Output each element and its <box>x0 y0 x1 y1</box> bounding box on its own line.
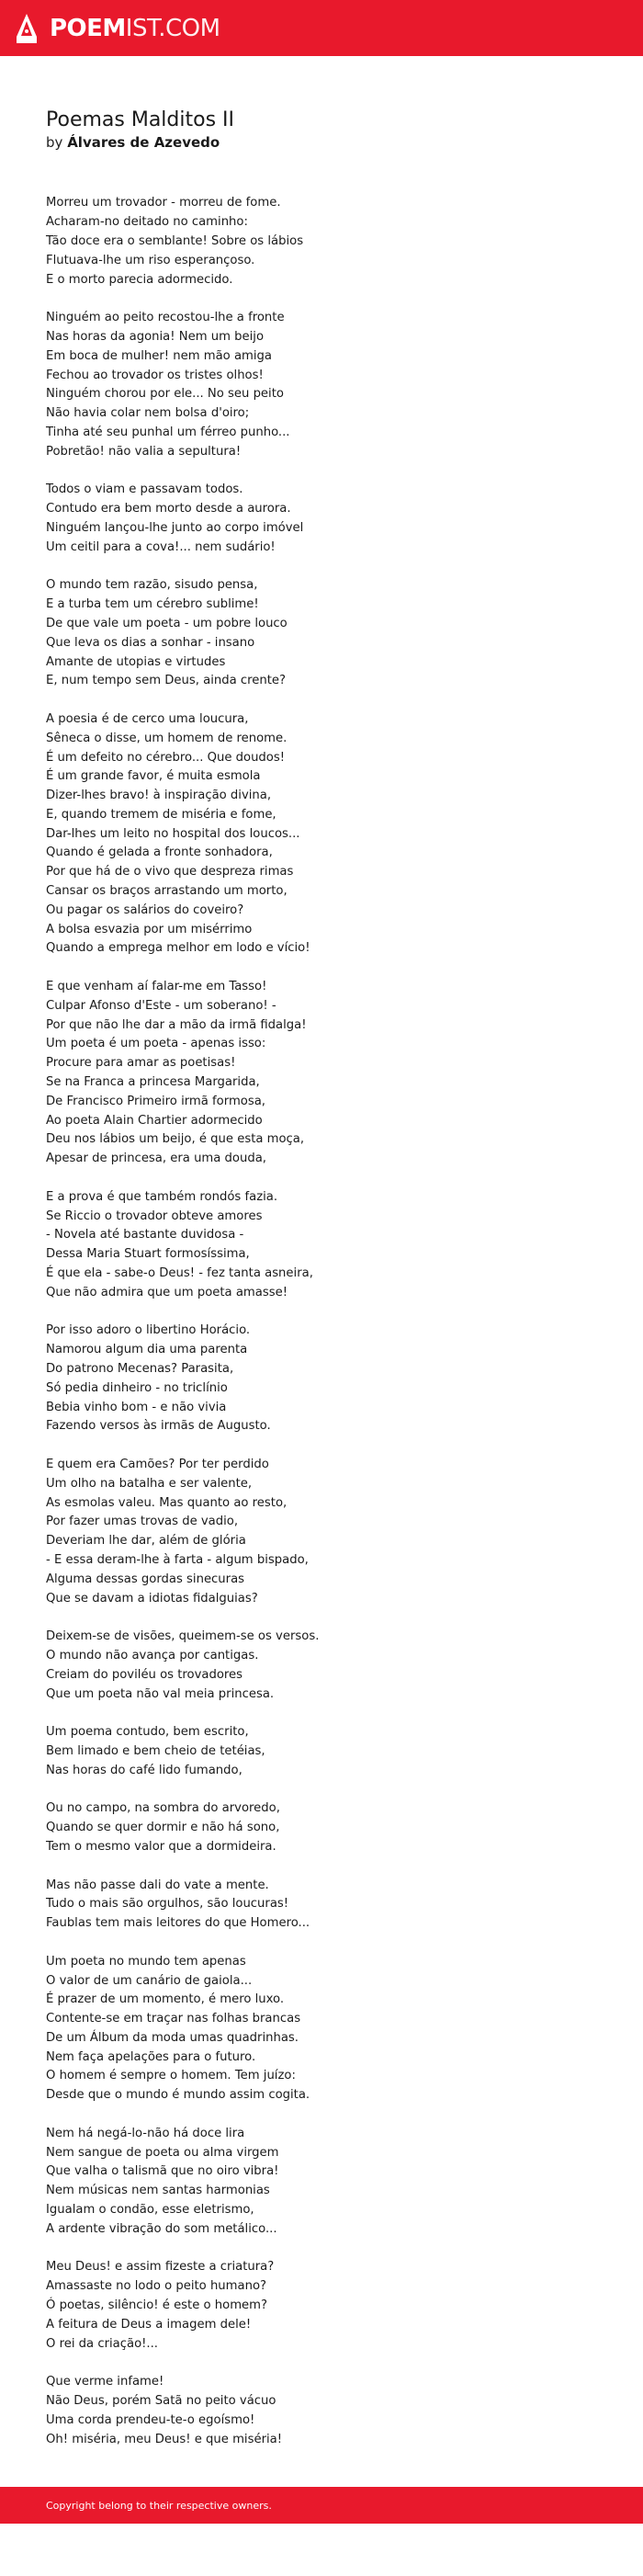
poem-line: Ao poeta Alain Chartier adormecido <box>46 1113 263 1128</box>
stanza <box>46 2373 597 2449</box>
poem-line: Namorou algum dia uma parenta <box>46 1343 248 1357</box>
poem-line: A poesia é de cerco uma loucura, <box>46 711 249 726</box>
poem-line: Um poema contudo, bem escrito, <box>46 1725 249 1740</box>
stanza <box>46 1953 597 2105</box>
stanza <box>46 2125 597 2240</box>
poem-line: Meu Deus! e assim fizeste a criatura? <box>46 2260 275 2275</box>
poem-line: E, quando tremem de miséria e fome, <box>46 807 276 822</box>
poem-line: O mundo tem razão, sisudo pensa, <box>46 578 258 593</box>
poem-line: Não havia colar nem bolsa d'oiro; <box>46 406 250 421</box>
pen-nib-icon[interactable] <box>15 13 39 44</box>
poem-line: Que um poeta não val meia princesa. <box>46 1686 275 1701</box>
author-link[interactable]: Álvares de Azevedo <box>67 134 220 152</box>
logo-light-text: IST.COM <box>125 14 220 42</box>
poem-line: Não Deus, porém Satã no peito vácuo <box>46 2394 276 2409</box>
poem-line: De um Álbum da moda umas quadrinhas. <box>46 2030 299 2045</box>
stanza <box>46 1188 597 1303</box>
poem-line: Fechou ao trovador os tristes olhos! <box>46 368 264 382</box>
poem-line: Um olho na batalha e ser valente, <box>46 1476 253 1491</box>
poem-line: Amassaste no lodo o peito humano? <box>46 2279 267 2294</box>
poem-line: É um grande favor, é muita esmola <box>46 769 261 784</box>
stanza <box>46 1723 597 1780</box>
poem-line: Procure para amar as poetisas! <box>46 1056 236 1071</box>
poem-line: Pobretão! não valia a sepultura! <box>46 444 242 459</box>
poem-line: Tudo o mais são orgulhos, são loucuras! <box>46 1897 289 1912</box>
poem-line: É prazer de um momento, é mero luxo. <box>46 1992 285 2007</box>
poem-line: A ardente vibração do som metálico... <box>46 2221 277 2236</box>
poem-line: - E essa deram-lhe à farta - algum bispado, <box>46 1552 309 1567</box>
poem-line: E quem era Camões? Por ter perdido <box>46 1457 269 1471</box>
poem-line: Culpar Afonso d'Este - um soberano! - <box>46 998 276 1013</box>
stanza <box>46 1322 597 1436</box>
poem-line: Apesar de princesa, era uma douda, <box>46 1152 266 1166</box>
poem-line: Deveriam lhe dar, além de glória <box>46 1534 246 1549</box>
stanza <box>46 1456 597 1608</box>
stanza <box>46 1799 597 1856</box>
poem-line: O mundo não avança por cantigas. <box>46 1648 259 1662</box>
poem-line: O rei da criação!... <box>46 2336 158 2351</box>
poem-content <box>0 56 643 2524</box>
poem-line: E o morto parecia adormecido. <box>46 272 233 287</box>
poem-line: Que não admira que um poeta amasse! <box>46 1285 288 1299</box>
poem-line: Acharam-no deitado no caminho: <box>46 215 248 230</box>
poem-line: Ou pagar os salários do coveiro? <box>46 902 244 917</box>
poem-line: Ou no campo, na sombra do arvoredo, <box>46 1801 280 1816</box>
poem-line: E a turba tem um cérebro sublime! <box>46 597 259 612</box>
poem-line: O homem é sempre o homem. Tem juízo: <box>46 2069 296 2083</box>
poem-line: Por que não lhe dar a mão da irmã fidalga! <box>46 1017 307 1032</box>
poem-line: Flutuava-lhe um riso esperançoso. <box>46 253 255 267</box>
poem-line: Tem o mesmo valor que a dormideira. <box>46 1839 276 1854</box>
poem-line: Que verme infame! <box>46 2375 164 2389</box>
poem-line: Dizer-lhes bravo! à inspiração divina, <box>46 789 272 803</box>
poem-line: Por que há de o vivo que despreza rimas <box>46 865 294 879</box>
poem-line: Contudo era bem morto desde a aurora. <box>46 502 291 516</box>
poem-line: Ninguém ao peito recostou-lhe a fronte <box>46 311 285 325</box>
poem-line: Só pedia dinheiro - no triclínio <box>46 1380 228 1395</box>
poem-line: Mas não passe dali do vate a mente. <box>46 1878 269 1892</box>
poem-line: Um ceitil para a cova!... nem sudário! <box>46 539 276 554</box>
poem-line: Nem músicas nem santas harmonias <box>46 2184 270 2198</box>
poem-line: A feitura de Deus a imagem dele! <box>46 2317 252 2332</box>
poem-line: Se na Franca a princesa Margarida, <box>46 1075 260 1090</box>
poem-line: Deixem-se de visões, queimem-se os versos. <box>46 1629 320 1644</box>
stanza <box>46 576 597 691</box>
poem-line: Alguma dessas gordas sinecuras <box>46 1572 245 1586</box>
site-header <box>0 0 643 56</box>
stanza <box>46 309 597 461</box>
poem-line: Nem faça apelações para o futuro. <box>46 2049 256 2064</box>
poem-line: Que valha o talismã que no oiro vibra! <box>46 2164 279 2179</box>
poem-line: Desde que o mundo é mundo assim cogita. <box>46 2088 310 2103</box>
poem-line: Nem sangue de poeta ou alma virgem <box>46 2145 279 2160</box>
poem-line: Um poeta no mundo tem apenas <box>46 1954 246 1969</box>
poem-line: A bolsa esvazia por um misérrimo <box>46 922 253 936</box>
copyright-text: Copyright belong to their respective owners. <box>46 2499 272 2512</box>
poem-line: Deu nos lábios um beijo, é que esta moça, <box>46 1132 305 1147</box>
stanza <box>46 978 597 1169</box>
poem-line: Por isso adoro o libertino Horácio. <box>46 1323 251 1338</box>
stanza <box>46 481 597 557</box>
poem-line: Dar-lhes um leito no hospital dos loucos... <box>46 826 300 841</box>
poem-line: Cansar os braços arrastando um morto, <box>46 884 288 899</box>
poem-line: Tinha até seu punhal um férreo punho... <box>46 425 290 439</box>
poem-line: Amante de utopias e virtudes <box>46 654 226 669</box>
byline <box>46 133 597 153</box>
stanza <box>46 194 597 289</box>
stanza <box>46 1877 597 1934</box>
poem-line: Contente-se em traçar nas folhas brancas <box>46 2012 301 2026</box>
by-label: by <box>46 134 63 152</box>
stanza <box>46 710 597 959</box>
logo-bold-text: POEM <box>50 14 126 42</box>
poem-line: Igualam o condão, esse eletrismo, <box>46 2203 254 2218</box>
stanza <box>46 1628 597 1704</box>
poem-line: O valor de um canário de gaiola... <box>46 1973 253 1988</box>
poem-line: Quando se quer dormir e não há sono, <box>46 1821 280 1835</box>
poem-line: Uma corda prendeu-te-o egoísmo! <box>46 2412 255 2427</box>
poem-line: Nas horas do café lido fumando, <box>46 1763 243 1777</box>
poem-line: As esmolas valeu. Mas quanto ao resto, <box>46 1495 288 1510</box>
poem-line: Faublas tem mais leitores do que Homero... <box>46 1916 310 1931</box>
poem-title: Poemas Malditos II <box>46 108 235 131</box>
poem-line: Bem limado e bem cheio de tetéias, <box>46 1743 265 1758</box>
poem-line: Morreu um trovador - morreu de fome. <box>46 196 281 210</box>
poem-line: Quando é gelada a fronte sonhadora, <box>46 845 273 860</box>
poem-line: Bebia vinho bom - e não vivia <box>46 1400 227 1414</box>
poem-line: Todos o viam e passavam todos. <box>46 482 243 497</box>
poem-line: Nem há negá-lo-não há doce lira <box>46 2126 245 2140</box>
stanza <box>46 2258 597 2354</box>
poem-line: Nas horas da agonia! Nem um beijo <box>46 329 265 344</box>
poem-line: Tão doce era o semblante! Sobre os lábios <box>46 233 304 248</box>
poem-line: E a prova é que também rondós fazia. <box>46 1189 278 1204</box>
poem-line: Creiam do poviléu os trovadores <box>46 1667 243 1682</box>
poem-line: Em boca de mulher! nem mão amiga <box>46 348 272 363</box>
poem-line: Ninguém chorou por ele... No seu peito <box>46 387 284 402</box>
site-footer <box>0 2487 643 2524</box>
poem-line: Um poeta é um poeta - apenas isso: <box>46 1037 266 1051</box>
poem-line: É que ela - sabe-o Deus! - fez tanta asneira, <box>46 1266 313 1281</box>
poem-line: E, num tempo sem Deus, ainda crente? <box>46 674 287 688</box>
poem-line: Dessa Maria Stuart formosíssima, <box>46 1247 250 1262</box>
poem-line: De Francisco Primeiro irmã formosa, <box>46 1094 265 1108</box>
poem-line: Que leva os dias a sonhar - insano <box>46 635 255 650</box>
site-logo-link[interactable] <box>50 14 220 42</box>
poem-line: E que venham aí falar-me em Tasso! <box>46 980 267 994</box>
poem-line: Por fazer umas trovas de vadio, <box>46 1515 239 1529</box>
poem-line: Se Riccio o trovador obteve amores <box>46 1209 263 1223</box>
poem-line: De que vale um poeta - um pobre louco <box>46 616 288 630</box>
poem-line: É um defeito no cérebro... Que doudos! <box>46 750 286 765</box>
poem-line: Ninguém lançou-lhe junto ao corpo imóvel <box>46 520 304 535</box>
poem-body <box>46 194 597 2449</box>
poem-line: Sêneca o disse, um homem de renome. <box>46 731 288 745</box>
poem-line: Oh! miséria, meu Deus! e que miséria! <box>46 2432 283 2446</box>
poem-line: Quando a emprega melhor em lodo e vício! <box>46 941 310 956</box>
poem-line: - Novela até bastante duvidosa - <box>46 1228 244 1243</box>
poem-line: Fazendo versos às irmãs de Augusto. <box>46 1419 271 1434</box>
poem-line: Ó poetas, silêncio! é este o homem? <box>46 2298 268 2313</box>
poem-line: Que se davam a idiotas fidalguias? <box>46 1591 258 1606</box>
poem-line: Do patrono Mecenas? Parasita, <box>46 1362 234 1376</box>
